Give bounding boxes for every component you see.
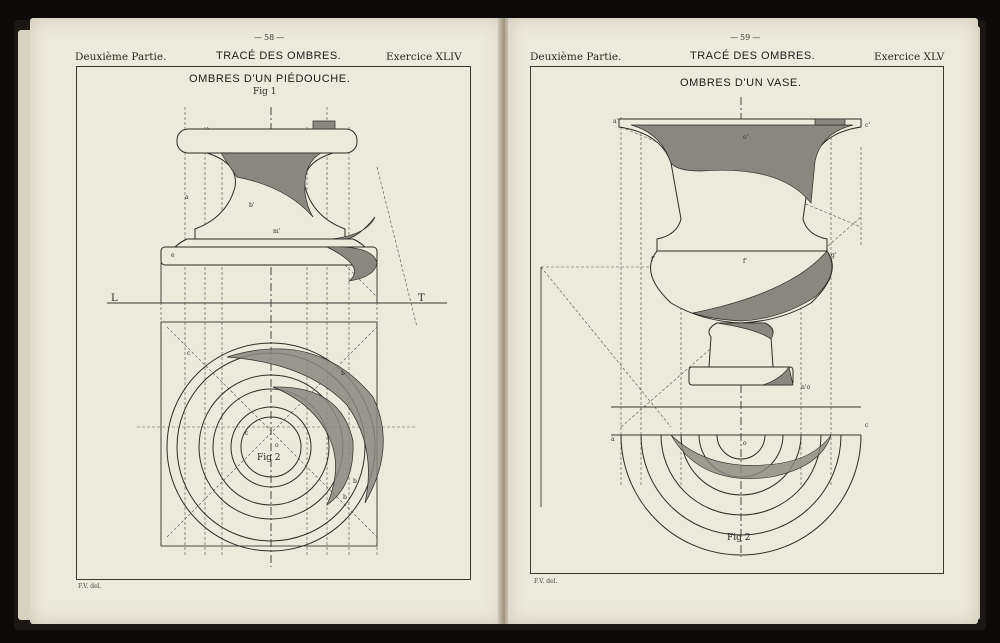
svg-text:e: e	[171, 252, 175, 259]
svg-text:n'o: n'o	[801, 384, 811, 391]
svg-text:a: a	[611, 436, 615, 443]
svg-text:g': g'	[831, 252, 837, 259]
page-number: — 59 —	[728, 33, 762, 42]
svg-text:a: a	[185, 194, 189, 201]
svg-text:a': a'	[613, 118, 619, 125]
svg-text:f': f'	[743, 258, 747, 265]
svg-text:c: c	[245, 430, 249, 437]
pedestal-shadow-drawing	[77, 67, 470, 579]
svg-text:c: c	[187, 350, 191, 357]
page-number: — 58 —	[252, 33, 286, 42]
draftsman-signature: F.V. del.	[78, 583, 102, 590]
svg-text:o: o	[743, 440, 747, 447]
left-page	[30, 18, 503, 624]
ground-line-label-t: T	[418, 293, 425, 304]
page-title: TRACÉ DES OMBRES.	[690, 50, 816, 62]
figure-1-label: Fig 1	[253, 87, 277, 97]
vase-shadow-drawing	[531, 67, 943, 573]
svg-text:b: b	[353, 478, 357, 485]
drawing-plate	[76, 66, 471, 580]
right-page	[508, 18, 978, 624]
section-header: Deuxième Partie.	[75, 51, 167, 63]
figure-2-label: Fig 2	[727, 533, 751, 543]
svg-text:c: c	[865, 422, 869, 429]
svg-text:b: b	[343, 494, 347, 501]
draftsman-signature: F.V. del.	[534, 578, 558, 585]
svg-text:o': o'	[743, 134, 749, 141]
exercise-header: Exercice XLV	[874, 51, 945, 63]
plate-title: OMBRES D'UN VASE.	[680, 77, 802, 89]
svg-text:b': b'	[249, 202, 255, 209]
svg-text:b: b	[341, 370, 345, 377]
svg-text:f': f'	[651, 256, 655, 263]
svg-text:o: o	[275, 442, 279, 449]
svg-text:c': c'	[865, 122, 871, 129]
exercise-header: Exercice XLIV	[386, 51, 462, 63]
svg-text:m': m'	[273, 228, 281, 235]
section-header: Deuxième Partie.	[530, 51, 622, 63]
page-title: TRACÉ DES OMBRES.	[216, 50, 342, 62]
figure-2-label: Fig 2	[257, 453, 281, 463]
plate-title: OMBRES D'UN PIÉDOUCHE.	[189, 73, 351, 85]
ground-line-label-l: L	[111, 293, 118, 304]
drawing-plate	[530, 66, 944, 574]
